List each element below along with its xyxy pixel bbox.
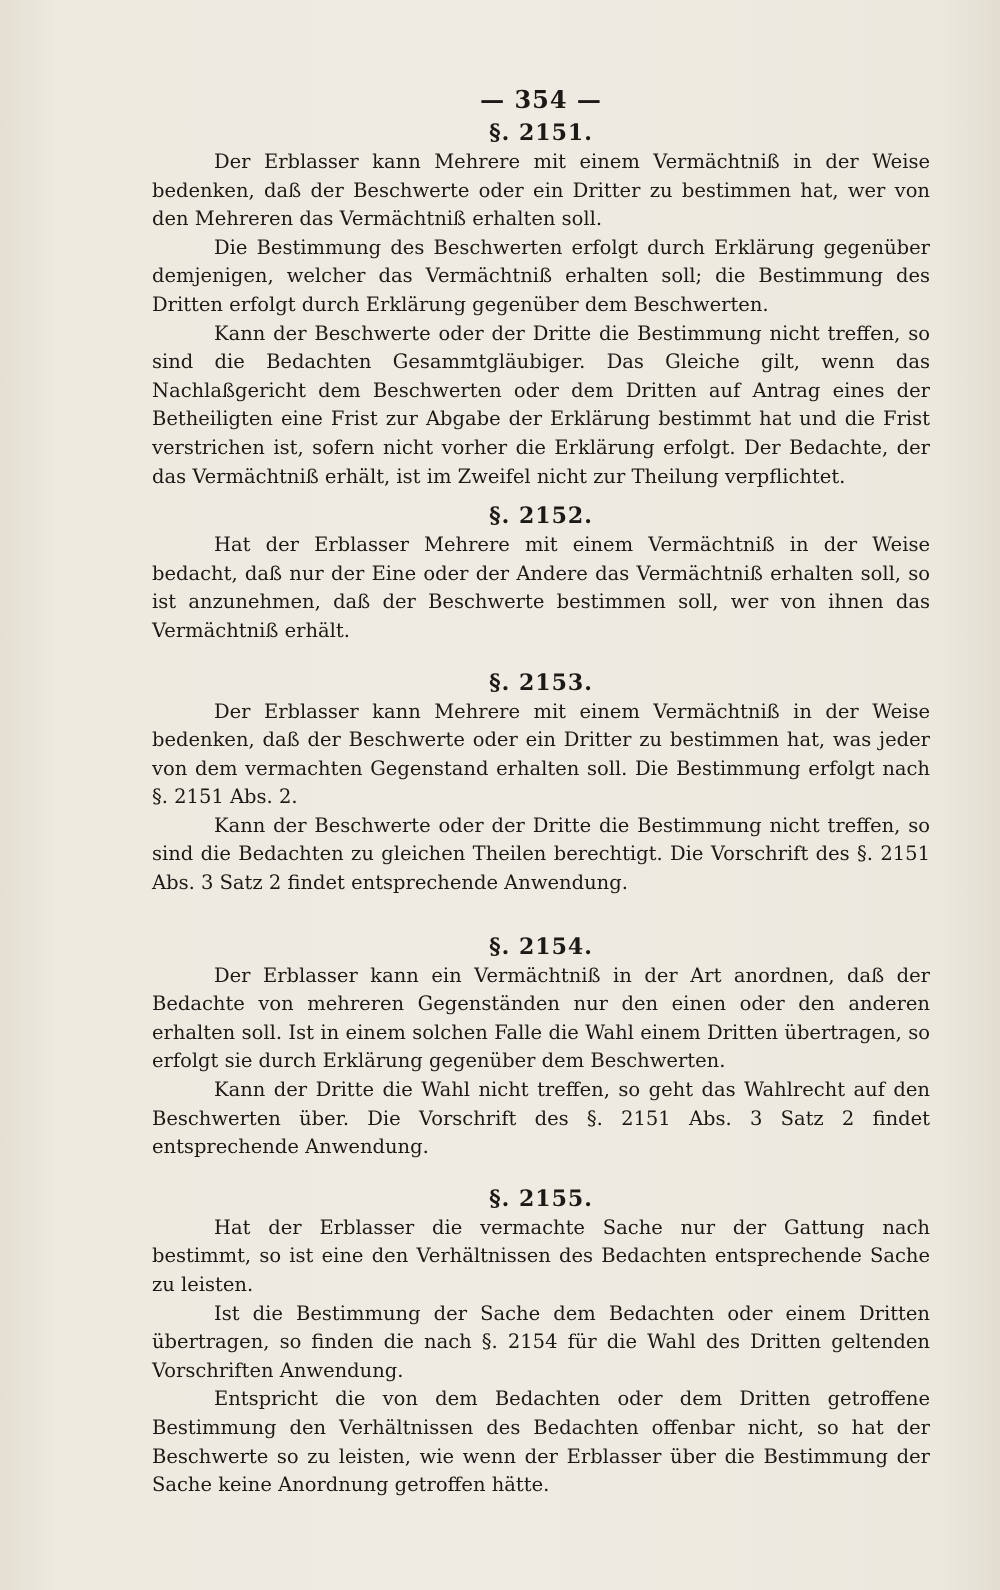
page-content	[152, 82, 930, 1500]
paragraph: Kann der Beschwerte oder der Dritte die Bestimmung nicht treffen, so sind die Bedachten Gesammtgläubiger. Das Gleiche gilt, wenn das Nachlaßgericht dem Beschwerten oder dem Dritten auf Antrag eines der Betheiligten eine Frist zur Abgabe der Erklärung bestimmt hat und die Frist verstrichen ist, sofern nicht vorher die Erklärung erfolgt. Der Bedachte, der das Vermächtniß erhält, ist im Zweifel nicht zur Theilung verpflichtet.	[152, 321, 930, 488]
paragraph: Ist die Bestimmung der Sache dem Bedachten oder einem Dritten übertragen, so finden die nach §. 2154 für die Wahl des Dritten geltenden Vorschriften Anwendung.	[152, 1301, 930, 1382]
section-heading: §. 2151.	[489, 120, 593, 146]
section-2155	[152, 1184, 930, 1500]
paragraph: Die Bestimmung des Beschwerten erfolgt durch Erklärung gegenüber demjenigen, welcher das Vermächtniß erhalten soll; die Bestimmung des Dritten erfolgt durch Erklärung gegenüber dem Beschwerten.	[152, 235, 930, 316]
section-2154	[152, 932, 930, 1162]
section-2152	[152, 501, 930, 645]
paragraph: Kann der Dritte die Wahl nicht treffen, so geht das Wahlrecht auf den Beschwerten über. Die Vorschrift des §. 2151 Abs. 3 Satz 2 findet entsprechende Anwendung.	[152, 1078, 930, 1159]
paragraph: Hat der Erblasser die vermachte Sache nur der Gattung nach bestimmt, so ist eine den Verhältnissen des Bedachten entsprechende Sache zu leisten.	[152, 1215, 930, 1296]
paragraph: Der Erblasser kann Mehrere mit einem Vermächtniß in der Weise bedenken, daß der Beschwerte oder ein Dritter zu bestimmen hat, was jeder von dem vermachten Gegenstand erhalten soll. Die Bestimmung erfolgt nach §. 2151 Abs. 2.	[152, 699, 930, 809]
paragraph: Der Erblasser kann Mehrere mit einem Vermächtniß in der Weise bedenken, daß der Beschwerte oder ein Dritter zu bestimmen hat, wer von den Mehreren das Vermächtniß erhalten soll.	[152, 150, 930, 231]
section-2153	[152, 668, 930, 898]
paragraph: Entspricht die von dem Bedachten oder dem Dritten getroffene Bestimmung den Verhältnissen des Bedachten offenbar nicht, so hat der Beschwerte so zu leisten, wie wenn der Erblasser über die Bestimmung der Sache keine Anordnung getroffen hätte.	[152, 1387, 930, 1497]
section-heading: §. 2155.	[489, 1185, 593, 1212]
section-2151	[152, 118, 930, 491]
paragraph: Kann der Beschwerte oder der Dritte die Bestimmung nicht treffen, so sind die Bedachten zu gleichen Theilen berechtigt. Die Vorschrift des §. 2151 Abs. 3 Satz 2 findet entsprechende Anwendung.	[152, 813, 930, 895]
section-heading: §. 2152.	[489, 503, 593, 530]
paragraph: Der Erblasser kann ein Vermächtniß in der Art anordnen, daß der Bedachte von mehreren Gegenständen nur den einen oder den anderen erhalten soll. Ist in einem solchen Falle die Wahl einem Dritten übertragen, so erfolgt sie durch Erklärung gegenüber dem Beschwerten.	[152, 963, 930, 1073]
section-heading: §. 2153.	[489, 669, 593, 696]
section-heading: §. 2154.	[489, 933, 593, 960]
page-number: — 354 —	[480, 85, 602, 114]
paragraph: Hat der Erblasser Mehrere mit einem Vermächtniß in der Weise bedacht, daß nur der Eine oder der Andere das Vermächtniß erhalten soll, so ist anzunehmen, daß der Beschwerte bestimmen soll, wer von ihnen das Vermächtniß erhält.	[152, 533, 930, 642]
